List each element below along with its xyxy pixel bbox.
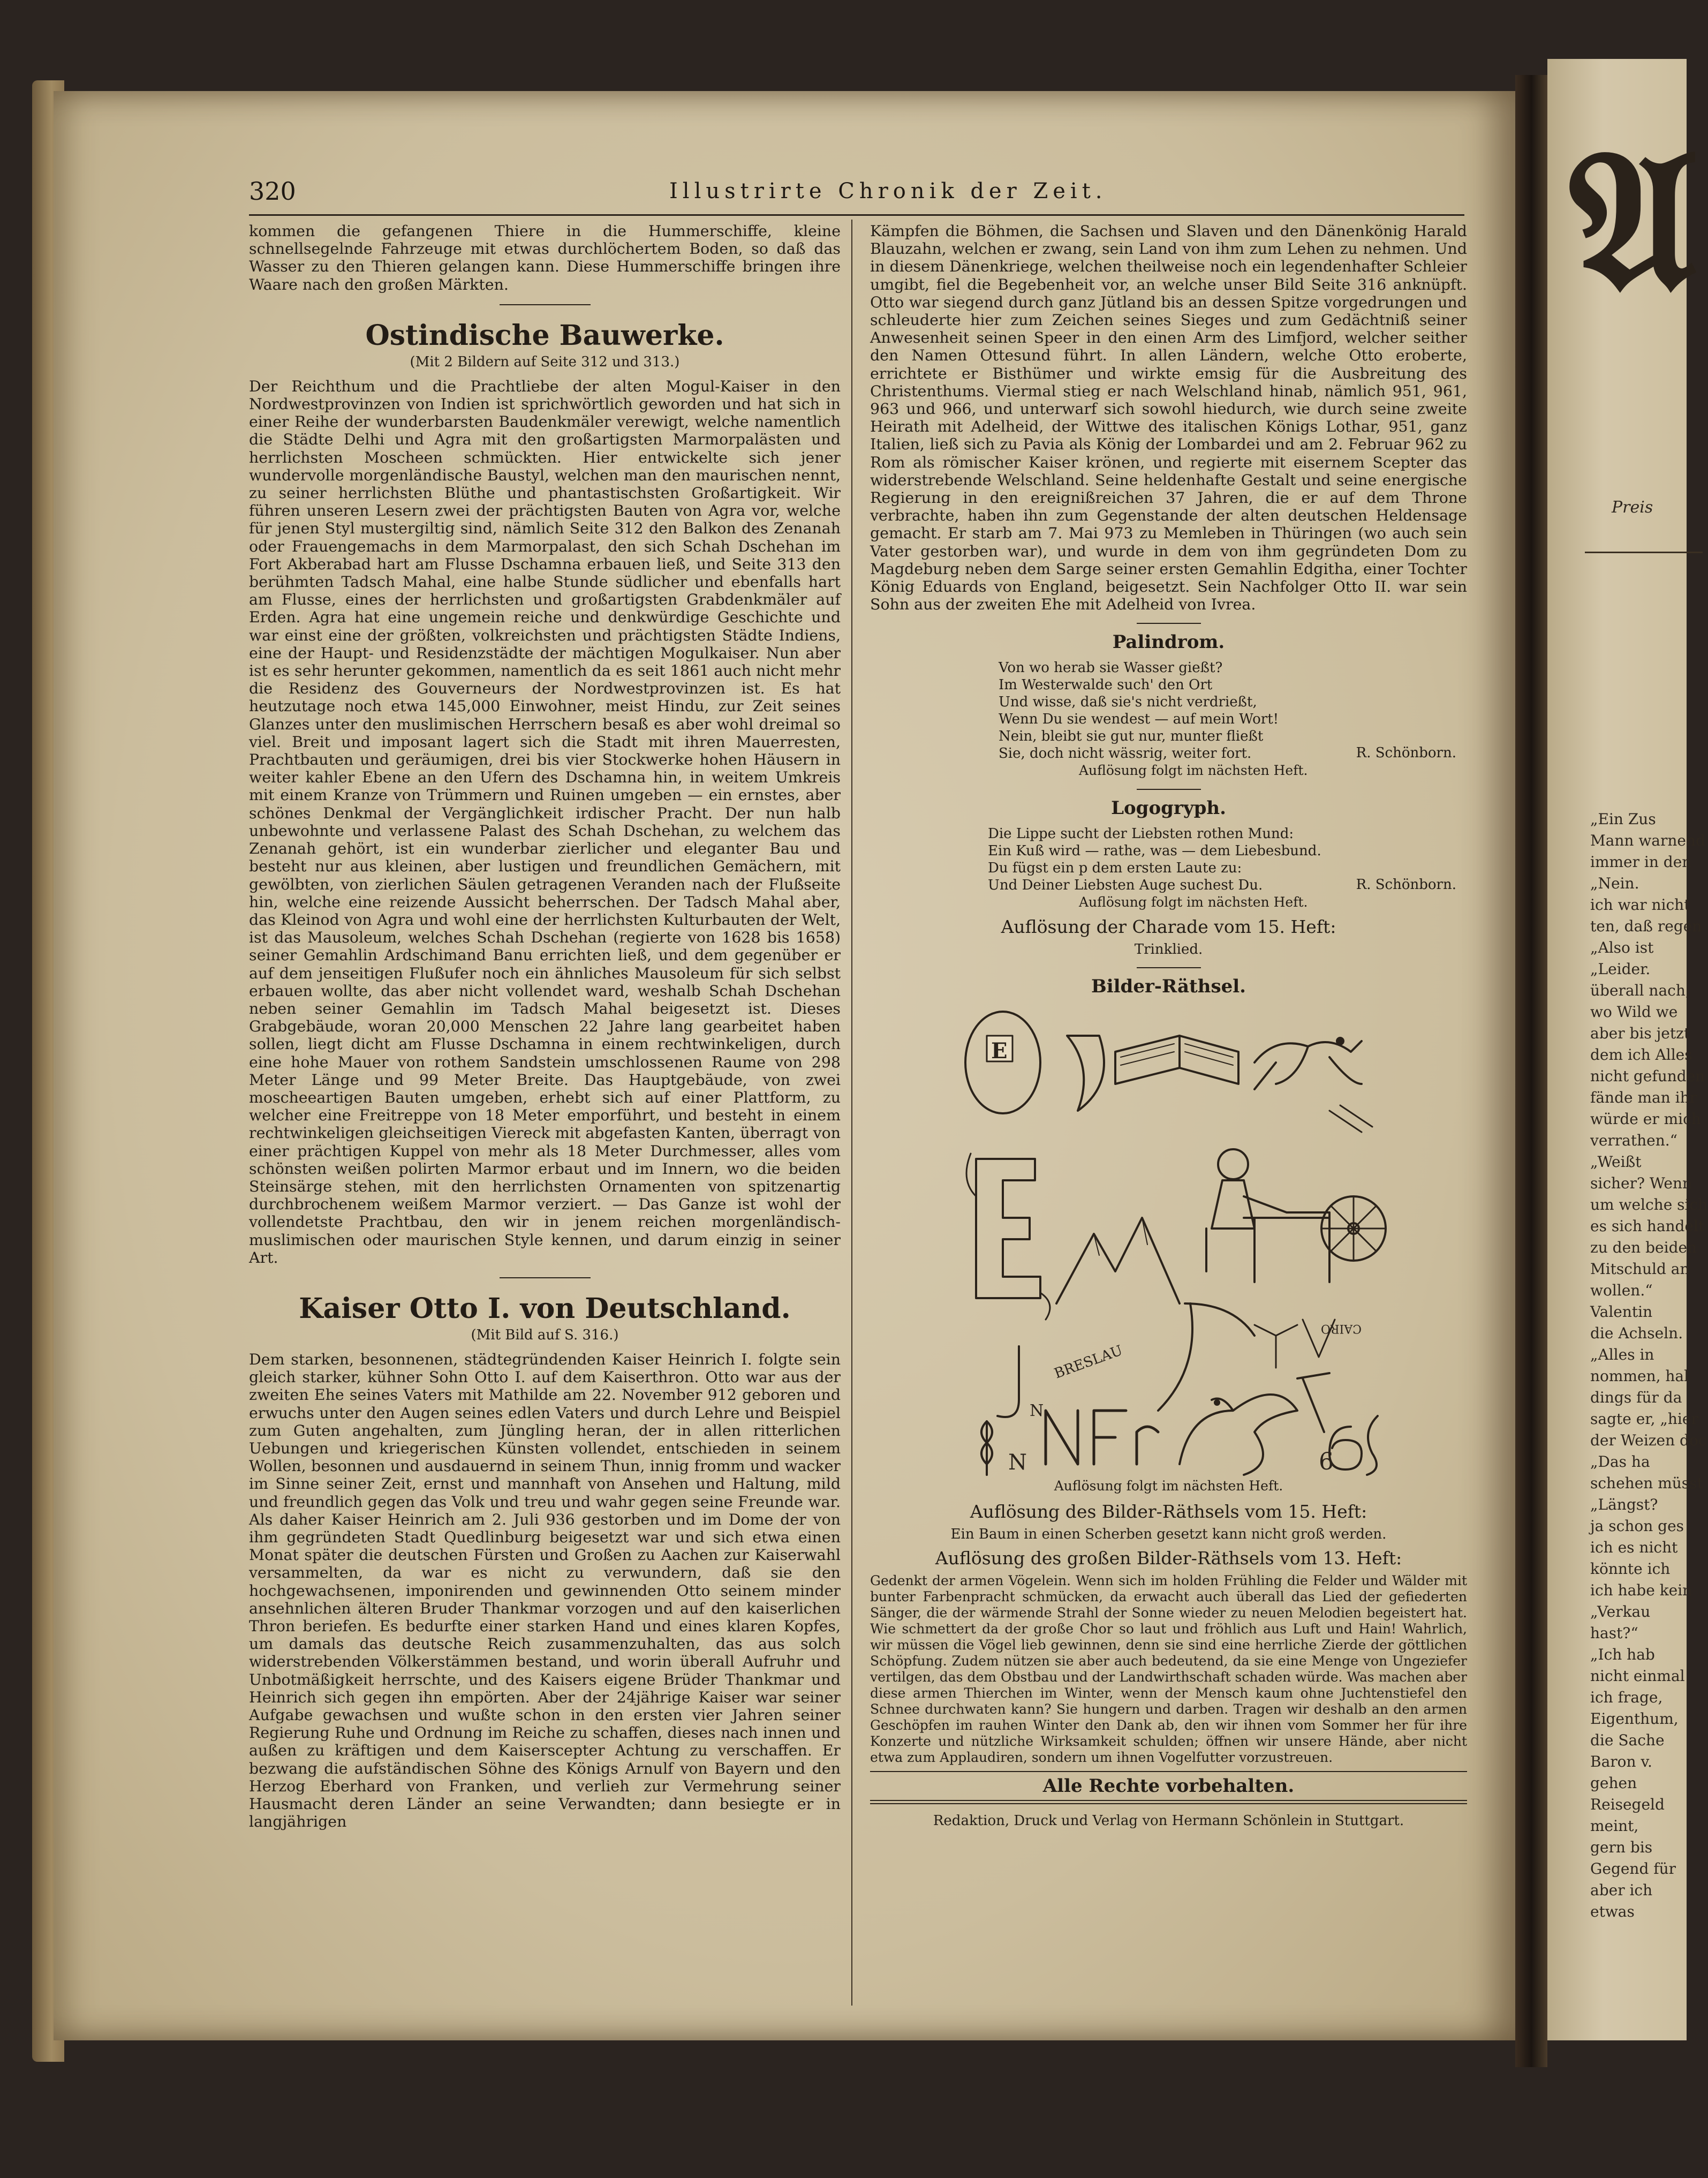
next-page-fragment bbox=[1547, 59, 1708, 2040]
poem-line: Wenn Du sie wendest — auf mein Wort! bbox=[999, 711, 1279, 728]
next-page-fragment-line: gern bis bbox=[1590, 1838, 1653, 1856]
next-page-fragment-line: nicht einmal bbox=[1590, 1667, 1685, 1685]
leaping-animal-drawing bbox=[1254, 1041, 1362, 1089]
section-subtitle: (Mit Bild auf S. 316.) bbox=[471, 1327, 619, 1343]
next-page-fragment-line: es sich handelt bbox=[1590, 1217, 1705, 1235]
next-page-fragment-line: um welche sich bbox=[1590, 1196, 1708, 1214]
intro-paragraph: kommen die gefangenen Thiere in die Hummerschiffe, kleine schnellsegelnde Fahrzeuge mit etwas durchlöchertem Boden, so daß das Wasser zu den Thieren gelangen kann. Diese Hummerschiffe bringen ihre Waare nach den großen Märkten. bbox=[249, 222, 841, 293]
next-page-fragment-line: immer in den bbox=[1590, 853, 1692, 871]
next-page-fragment-line: aber bis jetzt bbox=[1590, 1024, 1690, 1042]
section-subtitle: (Mit 2 Bildern auf Seite 312 und 313.) bbox=[410, 353, 680, 370]
next-page-fragment-line: ten, daß regen bbox=[1590, 917, 1702, 935]
rights-rule bbox=[870, 1771, 1467, 1772]
next-page-fragment-line: sagte er, „hier bbox=[1590, 1410, 1698, 1428]
next-page-fragment-line: nicht gefunden bbox=[1590, 1067, 1705, 1085]
next-page-column bbox=[1590, 809, 1708, 1923]
separator bbox=[500, 304, 591, 305]
next-page-fragment-line: dings für da bbox=[1590, 1389, 1682, 1406]
next-page-fragment-line: „Längst? bbox=[1590, 1496, 1658, 1513]
poem-line: Nein, bleibt sie gut nur, munter fließt bbox=[999, 728, 1264, 745]
next-page-fragment-line: ja schon ges bbox=[1590, 1517, 1684, 1535]
next-page-fragment-line: ich frage, bbox=[1590, 1689, 1663, 1706]
next-page-fragment-line: sicher? Wenn bbox=[1590, 1174, 1692, 1192]
next-page-fragment-line: „Leider. bbox=[1590, 960, 1651, 978]
mountains-drawing bbox=[1056, 1218, 1180, 1303]
next-page-fragment-line: fände man ihr bbox=[1590, 1089, 1697, 1106]
next-page-fragment-line: „Ich hab bbox=[1590, 1646, 1655, 1663]
rebus-label-cairo: CAIRO bbox=[1320, 1322, 1362, 1336]
next-page-fragment-line: Baron v. bbox=[1590, 1753, 1652, 1770]
next-page-fragment-line: wo Wild we bbox=[1590, 1003, 1678, 1021]
next-page-fragment-line: ich habe kein bbox=[1590, 1581, 1692, 1599]
next-page-fragment-line: meint, bbox=[1590, 1817, 1639, 1835]
next-page-fragment-line: die Achseln. bbox=[1590, 1324, 1683, 1342]
next-page-fragment-line: Mitschuld an bbox=[1590, 1260, 1690, 1278]
column-divider bbox=[851, 220, 852, 2006]
charade-answer-heading: Auflösung der Charade vom 15. Heft: bbox=[1001, 916, 1336, 938]
section-title: Ostindische Bauwerke. bbox=[365, 319, 724, 352]
next-page-fragment-line: „Alles in bbox=[1590, 1346, 1654, 1363]
poem-line: Und Deiner Liebsten Auge suchest Du. bbox=[988, 877, 1263, 894]
great-rebus-heading: Auflösung des großen Bilder-Räthsels vom 13. Heft: bbox=[935, 1548, 1402, 1569]
separator bbox=[1137, 967, 1201, 968]
publisher-footer: Redaktion, Druck und Verlag von Hermann Schönlein in Stuttgart. bbox=[933, 1813, 1404, 1829]
rebus-label-n2: N bbox=[1008, 1450, 1027, 1475]
next-page-fragment-line: wollen.“ bbox=[1590, 1282, 1653, 1299]
poem-line: Du fügst ein p dem ersten Laute zu: bbox=[988, 860, 1242, 877]
ornamental-e-drawing bbox=[976, 1159, 1040, 1298]
man-drawing bbox=[1218, 1149, 1248, 1179]
footer-rule bbox=[870, 1800, 1467, 1801]
next-page-fragment-line: hast?“ bbox=[1590, 1624, 1638, 1642]
next-page-fragment-line: „Nein. bbox=[1590, 875, 1639, 892]
next-page-preis: Preis bbox=[1612, 498, 1653, 517]
next-page-fragment-line: „Das ha bbox=[1590, 1453, 1650, 1471]
next-page-fragment-line: „Weißt bbox=[1590, 1153, 1642, 1171]
next-page-fragment-line: die Sache bbox=[1590, 1731, 1665, 1749]
right-column bbox=[870, 222, 1467, 2006]
logogryph-title: Logogryph. bbox=[1111, 797, 1226, 819]
next-page-fragment-line: könnte ich bbox=[1590, 1560, 1671, 1578]
section-title: Kaiser Otto I. von Deutschland. bbox=[299, 1292, 791, 1325]
next-page-fragment-line: Eigenthum, bbox=[1590, 1710, 1679, 1728]
poem-line: Und wisse, daß sie's nicht verdrießt, bbox=[999, 694, 1257, 711]
separator bbox=[1137, 623, 1201, 624]
next-page-fragment-line: „Verkau bbox=[1590, 1603, 1651, 1621]
next-page-fragment-line: nommen, hal bbox=[1590, 1367, 1689, 1385]
separator bbox=[1137, 789, 1201, 790]
running-title: Illustrirte Chronik der Zeit. bbox=[669, 179, 1107, 204]
next-page-fragment-line: würde er mich bbox=[1590, 1110, 1701, 1128]
poem-line: Im Westerwalde such' den Ort bbox=[999, 677, 1213, 694]
next-page-fragment-line: aber ich bbox=[1590, 1881, 1653, 1899]
page-number: 320 bbox=[249, 177, 296, 206]
next-page-fragment-line: Mann warnend bbox=[1590, 832, 1705, 849]
rebus-label-e: E bbox=[991, 1038, 1007, 1064]
hook-drawing bbox=[997, 1346, 1019, 1417]
next-page-fragment-line: ich es nicht bbox=[1590, 1539, 1678, 1556]
article-body: Der Reichthum und die Prachtliebe der alten Mogul-Kaiser in den Nordwestprovinzen von Indien ist sprichwörtlich geworden und hat sich in einer Reihe der wunderbarsten Baudenkmäler verewigt, welche namentlich die Städte Delhi und Agra mit den großartigsten Marmorpalästen und herrlichsten Moscheen schmückten. Hier entwickelte sich jener wundervolle morgenländische Baustyl, welchen man den maurischen nennt, zu seiner herrlichsten Blüthe und phantastischsten Großartigkeit. Wir führen unseren Lesern zwei der prächtigsten Bauten von Agra vor, welche für jenen Styl mustergiltig sind, nämlich Seite 312 den Balkon des Zenanah oder Frauengemachs in dem Marmorpalast, den sich Schah Dschehan im Fort Akberabad hart am Flusse Dschamna erbauen ließ, und Seite 313 den berühmten Tadsch Mahal, eine halbe Stunde südlicher und ebenfalls hart am Flusse, eines der herrlichsten und großartigsten Grabdenkmäler auf Erden. Agra hat eine ungemein reiche und denkwürdige Geschichte und war einst eine der größten, volkreichsten und prächtigsten Städte Indiens, eine der Haupt- und Residenzstädte der mächtigen Mogulkaiser. Nun aber ist es sehr herunter gekommen, namentlich da es seit 1861 auch nicht mehr die Residenz des Gouverneurs der Nordwestprovinzen ist. Es hat heutzutage noch etwa 145,000 Einwohner, meist Hindu, zur Zeit seines Glanzes unter den muslimischen Herrschern besaß es aber wohl dreimal so viel. Breit und imposant lagert sich die Stadt mit ihren Mauerresten, Prachtbauten und geräumigen, drei bis vier Stockwerke hohen Häusern in weiter kahler Ebene an den Ufern des Dschamna hin, in weitem Umkreis mit einem Kranze von Trümmern und Ruinen umgeben — ein ernstes, aber schönes Denkmal der Vergänglichkeit irdischer Pracht. Der nun halb unbewohnte und verlassene Palast des Schah Dschehan, zu welchem das Zenanah gehört, ist ein wunderbar zierlicher und eleganter Bau und besteht nur aus kleinen, aber lustigen und freundlichen Gemächern, mit gewölbten, von zierlichen Säulen getragenen Veranden nach der Flußseite hin, welche eine reizende Aussicht beherrschen. Der Tadsch Mahal aber, das Kleinod von Agra und wohl eine der herrlichsten Kulturbauten der Welt, ist das Mausoleum, welches Schah Dschehan (regierte von 1628 bis 1658) seiner Gemahlin Ardschimand Banu errichten ließ, und dem gegenüber er auf dem jenseitigen Flußufer noch ein ähnliches Mausoleum für sich selbst erbauen wollte, das aber nicht vollendet ward, weshalb Schah Dschehan neben seiner Gemahlin im Tadsch Mahal beigesetzt ist. Dieses Grabgebäude, woran 20,000 Menschen 22 Jahre lang gearbeitet haben sollen, liegt dicht am Flusse Dschamna in einem rechtwinkeligen, durch eine hohe Mauer von rothem Sandstein umschlossenen Raume von 298 Meter Länge und 99 Meter Breite. Das Hauptgebäude, von zwei moscheeartigen Bauten umgeben, erhebt sich auf einer Plattform, zu welcher eine Freitreppe von 18 Meter emporführt, und besteht in einem rechtwinkeligen gleichseitigen Viereck mit abgefasten Kanten, überragt von einer prächtigen Kuppel von mehr als 18 Meter Durchmesser, alles vom schönsten weißen polirten Marmor erbaut und im Innern, wo die beiden Steinsärge stehen, mit den herrlichsten Ornamenten von spitzenartig durchbrochenem weißem Marmor verziert. — Das Ganze ist wohl der vollendetste Prachtbau, den wir in jenem reichen morgenländisch-muslimischen oder maurischen Style kennen, und darum einzig in seiner Art. bbox=[249, 377, 841, 1267]
page-header bbox=[249, 177, 1464, 214]
next-page-fragment-line: gehen bbox=[1590, 1774, 1637, 1792]
book-drawing bbox=[1115, 1036, 1238, 1084]
crescent-drawing bbox=[1067, 1036, 1104, 1111]
rights-notice: Alle Rechte vorbehalten. bbox=[1042, 1775, 1295, 1797]
next-page-rule bbox=[1585, 552, 1703, 553]
palindrom-poem bbox=[870, 659, 1467, 779]
rebus-illustration bbox=[955, 1004, 1383, 1475]
poem-line: Ein Kuß wird — rathe, was — dem Liebesbund. bbox=[988, 843, 1321, 860]
article-body: Dem starken, besonnenen, städtegründenden Kaiser Heinrich I. folgte sein gleich starker, kühner Sohn Otto I. auf dem Kaiserthron. Otto war aus der zweiten Ehe seines Vaters mit Mathilde am 22. November 912 geboren und erwuchs unter den Augen seines edlen Vaters und durch Lehre und Beispiel zum Guten angehalten, zum Jüngling heran, der in allen ritterlichen Uebungen und kriegerischen Künsten vollendet, entschieden in seinem Wollen, besonnen und ausdauernd in seinem Thun, innig fromm und wacker im Sinne seiner Zeit, ernst und mannhaft von Ansehen und Haltung, mild und freundlich gegen das Volk und treu und wahr gegen seine Freunde war. Als daher Kaiser Heinrich am 2. Juli 936 gestorben und im Dome der von ihm gegründeten Stadt Quedlinburg beigesetzt war und sich etwa einen Monat später die deutschen Fürsten und Großen zu Aachen zur Kaiserwahl versammelten, da war es nicht zu verwundern, daß sie den hochgewachsenen, imponirenden und gewinnenden Otto seinem minder ansehnlichen älteren Bruder Thankmar vorzogen und auf den kaiserlichen Thron beriefen. Es bedurfte einer starken Hand und eines klaren Kopfes, um damals das deutsche Reich zusammenzuhalten, das aus solch widerstrebenden Völkerstämmen bestand, und worin überall Aufruhr und Unbotmäßigkeit herrschte, und des Kaisers eigene Brüder Thankmar und Heinrich sich gegen ihn empörten. Aber der 24jährige Kaiser war seiner Aufgabe gewachsen und wußte schon in den ersten vier Jahren seiner Regierung Ruhe und Ordnung im Reiche zu schaffen, dieses nach innen und außen zu kräftigen und dem Kaiserscepter Achtung zu verschaffen. Er bezwang die aufständischen Söhne des Königs Arnulf von Bayern und den Herzog Eberhard von Franken, und verlieh zur Vermehrung seiner Hausmacht deren Länder an seine Verwandten; dann besiegte er in langjährigen bbox=[249, 1350, 841, 1831]
next-page-fragment-line: verrathen.“ bbox=[1590, 1132, 1677, 1149]
solution-note: Auflösung folgt im nächsten Heft. bbox=[1079, 894, 1308, 910]
article-continuation: Kämpfen die Böhmen, die Sachsen und Slaven und den Dänenkönig Harald Blauzahn, welchen er zwang, sein Land von ihm zum Lehen zu nehmen. Und in diesem Dänenkriege, welchen theilweise noch ein legendenhafter Schleier umgibt, fiel die Begebenheit vor, an welche unser Bild Seite 316 anknüpft. Otto war siegend durch ganz Jütland bis an dessen Spitze vorgedrungen und schleuderte hier zum Zeichen seines Sieges und zum Gedächtniß seiner Anwesenheit seinen Speer in den einen Arm des Limfjord, welcher seither den Namen Ottesund führt. In allen Ländern, welche Otto eroberte, errichtete er Bisthümer und wirkte emsig für die Ausbreitung des Christenthums. Viermal stieg er nach Welschland hinab, nämlich 951, 961, 963 und 966, und unterwarf sich sowohl hiedurch, wie durch seine zweite Heirath mit Adelheid, der Wittwe des italischen Königs Lothar, 951, ganz Italien, ließ sich zu Pavia als König der Lombardei und am 2. Februar 962 zu Rom als römischer Kaiser krönen, und regierte mit eisernem Scepter das widerstrebende Welschland. Seine heldenhafte Gestalt und seine energische Regierung in den ereignißreichen 37 Jahren, die er auf dem Throne verbrachte, haben ihn zum Gegenstande der alten deutschen Heldensage gemacht. Er starb am 7. Mai 973 zu Memleben in Thüringen (wo auch sein Vater gestorben war), und wurde in dem von ihm gegründeten Dom zu Magdeburg neben dem Sarge seiner ersten Gemahlin Edgitha, einer Tochter König Eduards von England, beigesetzt. Sein Nachfolger Otto II. war sein Sohn aus der zweiten Ehe mit Adelheid von Ivrea. bbox=[870, 222, 1467, 614]
next-page-fragment-line: zu den beiden bbox=[1590, 1239, 1697, 1256]
solution-note: Auflösung folgt im nächsten Heft. bbox=[1079, 763, 1308, 779]
header-rule bbox=[249, 214, 1464, 216]
left-column bbox=[249, 222, 841, 2006]
rebus-label-breslau: BRESLAU bbox=[1052, 1343, 1125, 1383]
next-page-masthead: 𝔄 bbox=[1569, 106, 1697, 333]
next-page-fragment-line: Reisegeld bbox=[1590, 1796, 1665, 1813]
book-gutter bbox=[1515, 75, 1547, 2067]
next-page-fragment-line: Valentin bbox=[1590, 1303, 1653, 1321]
six-and-e bbox=[1329, 1427, 1362, 1469]
great-rebus-text: Gedenkt der armen Vögelein. Wenn sich im holden Frühling die Felder und Wälder mit bunter Farbenpracht schmücken, da erwacht auch überall das Lied der gefiederten Sänger, die der wärmende Strahl der Sonne wieder zu neuen Melodien begeistert hat. Wie schmettert da der große Chor so laut und fröhlich aus Luft und Hain! Wahrlich, wir müssen die Vögel lieb gewinnen, denn sie sind eine herrliche Zierde der göttlichen Schöpfung. Zudem nützen sie aber auch bedeutend, da sie eine Menge von Ungeziefer vertilgen, das dem Obstbau und der Landwirthschaft schaden würde. Was machen aber diese armen Thierchen im Winter, wenn der Mensch kaum ohne Juchtenstiefel den Schnee durchwaten kann? Sie hungern und darben. Tragen wir deshalb an den armen Geschöpfen im rauhen Winter den Dank ab, den wir ihnen vom Sommer her für ihre Konzerte und nützliche Wirksamkeit schulden; öffnen wir unsere Hände, aber nicht etwa zum Applaudiren, sondern um ihnen Vogelfutter vorzustreuen. bbox=[870, 1573, 1467, 1766]
next-page-fragment-line: überall nach, bbox=[1590, 982, 1690, 999]
scythe-drawing bbox=[1158, 1303, 1192, 1411]
rebus-caption: Auflösung folgt im nächsten Heft. bbox=[1054, 1478, 1283, 1494]
rebus-answer: Ein Baum in einen Scherben gesetzt kann nicht groß werden. bbox=[950, 1526, 1387, 1543]
next-page-fragment-line: Gegend für bbox=[1590, 1860, 1676, 1878]
separator bbox=[500, 1277, 591, 1278]
rebus-title: Bilder-Räthsel. bbox=[1091, 976, 1246, 998]
next-page-fragment-line: „Ein Zus bbox=[1590, 810, 1656, 828]
poem-line: Von wo herab sie Wasser gießt? bbox=[999, 660, 1223, 676]
rebus-answer-heading: Auflösung des Bilder-Räthsels vom 15. Heft: bbox=[970, 1501, 1367, 1523]
logogryph-poem bbox=[870, 825, 1467, 911]
next-page-fragment-line: schehen müsst bbox=[1590, 1474, 1703, 1492]
poem-author: R. Schönborn. bbox=[1356, 745, 1456, 762]
footer-rule bbox=[870, 1803, 1467, 1804]
poem-line: Sie, doch nicht wässrig, weiter fort. bbox=[999, 745, 1252, 762]
charade-answer: Trinklied. bbox=[1134, 941, 1203, 958]
poem-line: Die Lippe sucht der Liebsten rothen Mund: bbox=[988, 826, 1294, 842]
next-page-fragment-line: etwas bbox=[1590, 1903, 1635, 1920]
nfr-letters bbox=[1046, 1411, 1078, 1464]
wheat-drawing bbox=[981, 1421, 992, 1475]
next-page-fragment-line: dem ich Alles bbox=[1590, 1046, 1692, 1064]
rebus-label-six: 6 bbox=[1318, 1448, 1334, 1476]
next-page-fragment-line: „Also ist bbox=[1590, 939, 1654, 956]
next-page-fragment-line: der Weizen doc bbox=[1590, 1431, 1707, 1449]
poem-author: R. Schönborn. bbox=[1356, 877, 1456, 893]
eagle-drawing bbox=[1180, 1395, 1297, 1475]
palindrom-title: Palindrom. bbox=[1112, 631, 1225, 653]
next-page-fragment-line: ich war nicht bbox=[1590, 896, 1690, 914]
rebus-label-n1: N bbox=[1029, 1401, 1044, 1421]
